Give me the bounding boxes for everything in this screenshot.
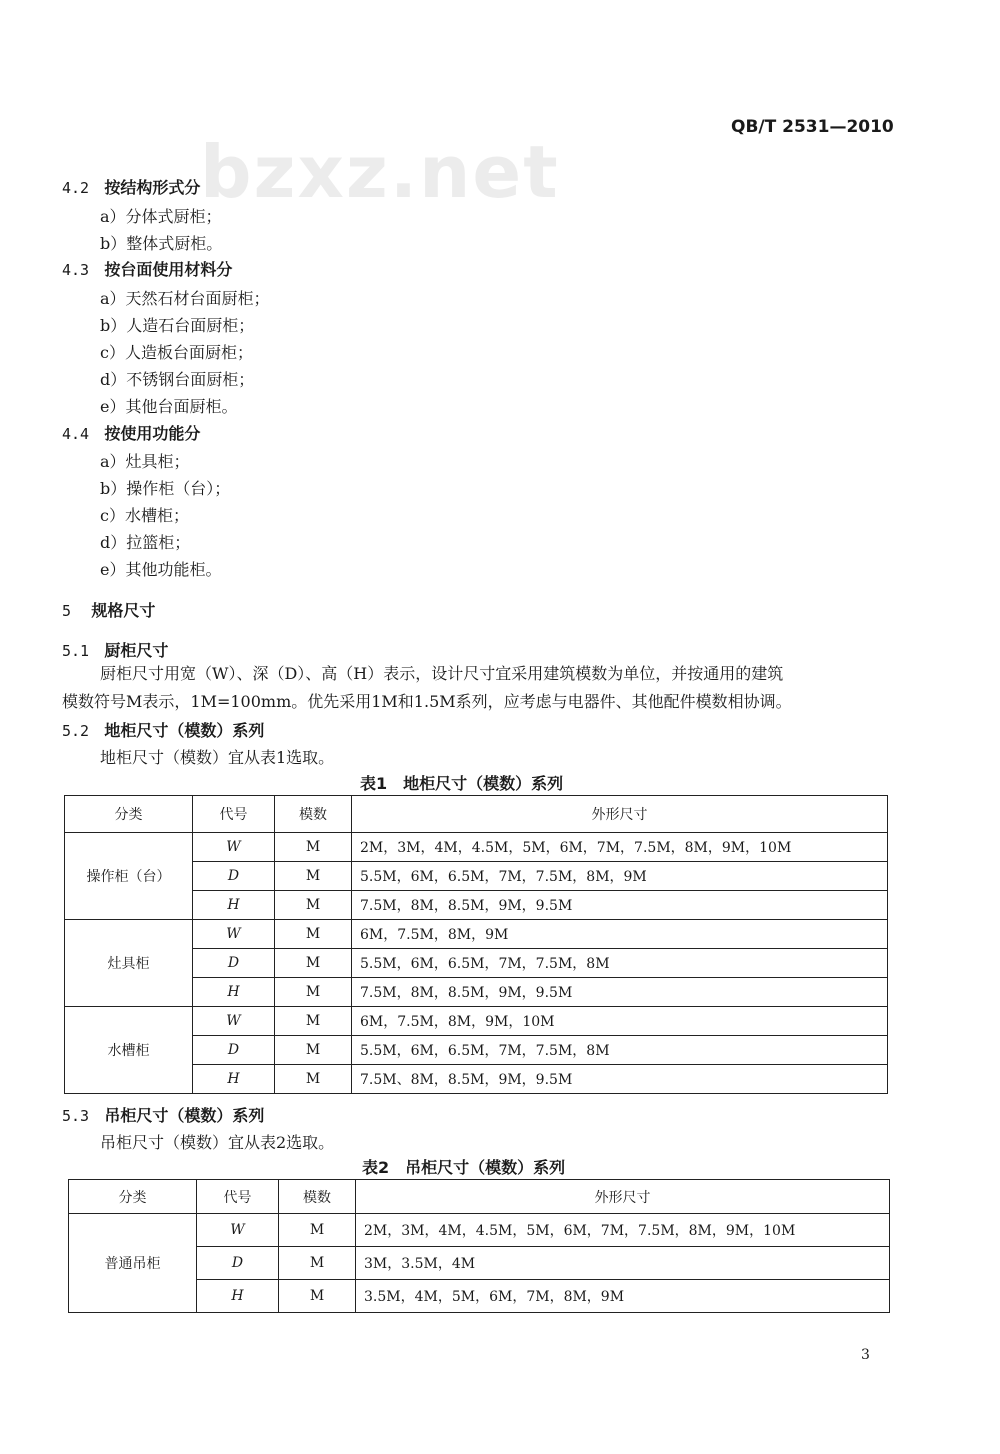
module-cell: M xyxy=(279,1247,356,1280)
category-cell: 水槽柜 xyxy=(65,1007,193,1094)
standard-code: QB/T 2531—2010 xyxy=(731,117,894,137)
sizes-cell: 6M，7.5M，8M，9M xyxy=(352,920,888,949)
category-cell: 灶具柜 xyxy=(65,920,193,1007)
code-cell: D xyxy=(193,862,275,891)
table-row xyxy=(65,1007,888,1036)
list-item: d）拉篮柜； xyxy=(100,533,191,552)
sizes-cell: 2M，3M，4M，4.5M，5M，6M，7M，7.5M，8M，9M，10M xyxy=(356,1214,890,1247)
section-4-4-heading xyxy=(62,421,200,444)
section-5-2-heading xyxy=(62,718,264,741)
sizes-cell: 2M，3M，4M，4.5M，5M，6M，7M，7.5M，8M，9M，10M xyxy=(352,833,888,862)
list-item: e）其他台面厨柜。 xyxy=(100,397,238,416)
table-row xyxy=(65,920,888,949)
module-cell: M xyxy=(275,1065,352,1094)
paragraph: 吊柜尺寸（模数）宜从表2选取。 xyxy=(100,1133,335,1152)
column-header: 分类 xyxy=(69,1180,197,1214)
paragraph: 地柜尺寸（模数）宜从表1选取。 xyxy=(100,748,335,767)
column-header: 模数 xyxy=(279,1180,356,1214)
section-number: 5.1 xyxy=(62,642,90,660)
module-cell: M xyxy=(275,949,352,978)
section-number: 4.3 xyxy=(62,261,90,279)
list-item: d）不锈钢台面厨柜； xyxy=(100,370,255,389)
column-header: 分类 xyxy=(65,796,193,833)
module-cell: M xyxy=(275,862,352,891)
code-cell: W xyxy=(193,833,275,862)
column-header: 外形尺寸 xyxy=(352,796,888,833)
code-cell: W xyxy=(193,920,275,949)
sizes-cell: 3M，3.5M，4M xyxy=(356,1247,890,1280)
sizes-cell: 7.5M、8M，8.5M，9M，9.5M xyxy=(352,1065,888,1094)
list-item: b）人造石台面厨柜； xyxy=(100,316,255,335)
section-4-3-heading xyxy=(62,257,232,280)
section-number: 5.2 xyxy=(62,722,90,740)
paragraph-line: 厨柜尺寸用宽（W）、深（D）、高（H）表示，设计尺寸宜采用建筑模数为单位，并按通用的建筑 xyxy=(100,664,784,683)
sizes-cell: 6M，7.5M，8M，9M，10M xyxy=(352,1007,888,1036)
section-title: 按结构形式分 xyxy=(104,178,201,197)
section-5-1-heading xyxy=(62,638,168,661)
code-cell: H xyxy=(197,1280,279,1313)
module-cell: M xyxy=(275,920,352,949)
code-cell: W xyxy=(197,1214,279,1247)
code-cell: D xyxy=(193,1036,275,1065)
table-header-row xyxy=(65,796,888,833)
list-item: e）其他功能柜。 xyxy=(100,560,222,579)
module-cell: M xyxy=(275,1036,352,1065)
module-cell: M xyxy=(275,891,352,920)
category-cell: 普通吊柜 xyxy=(69,1214,197,1313)
column-header: 外形尺寸 xyxy=(356,1180,890,1214)
list-item: b）整体式厨柜。 xyxy=(100,234,223,253)
section-5-heading xyxy=(62,598,155,621)
module-cell: M xyxy=(279,1214,356,1247)
section-number: 4.4 xyxy=(62,425,90,443)
sizes-cell: 5.5M，6M，6.5M，7M，7.5M，8M xyxy=(352,1036,888,1065)
paragraph-line: 模数符号M表示，1M=100mm。优先采用1M和1.5M系列，应考虑与电器件、其他配件模数相协调。 xyxy=(62,692,792,711)
sizes-cell: 5.5M，6M，6.5M，7M，7.5M，8M，9M xyxy=(352,862,888,891)
section-title: 按使用功能分 xyxy=(104,424,201,443)
section-title: 厨柜尺寸 xyxy=(104,641,169,660)
sizes-cell: 3.5M，4M，5M，6M，7M，8M，9M xyxy=(356,1280,890,1313)
table-row xyxy=(65,833,888,862)
section-number: 5 xyxy=(62,602,72,620)
column-header: 代号 xyxy=(193,796,275,833)
sizes-cell: 7.5M，8M，8.5M，9M，9.5M xyxy=(352,891,888,920)
code-cell: D xyxy=(193,949,275,978)
table-2 xyxy=(68,1179,890,1313)
list-item: b）操作柜（台）； xyxy=(100,479,231,498)
page-number: 3 xyxy=(861,1347,870,1363)
list-item: c）人造板台面厨柜； xyxy=(100,343,253,362)
column-header: 模数 xyxy=(275,796,352,833)
sizes-cell: 5.5M，6M，6.5M，7M，7.5M，8M xyxy=(352,949,888,978)
module-cell: M xyxy=(275,833,352,862)
code-cell: W xyxy=(193,1007,275,1036)
list-item: a）天然石材台面厨柜； xyxy=(100,289,270,308)
category-cell: 操作柜（台） xyxy=(65,833,193,920)
table-2-title: 表2 吊柜尺寸（模数）系列 xyxy=(362,1158,566,1177)
code-cell: H xyxy=(193,1065,275,1094)
code-cell: H xyxy=(193,978,275,1007)
section-title: 规格尺寸 xyxy=(91,601,156,620)
section-number: 4.2 xyxy=(62,179,90,197)
watermark: bzxz.net xyxy=(200,130,560,214)
table-row xyxy=(69,1214,890,1247)
code-cell: H xyxy=(193,891,275,920)
list-item: c）水槽柜； xyxy=(100,506,189,525)
code-cell: D xyxy=(197,1247,279,1280)
table-1 xyxy=(64,795,888,1094)
table-header-row xyxy=(69,1180,890,1214)
module-cell: M xyxy=(275,1007,352,1036)
list-item: a）灶具柜； xyxy=(100,452,190,471)
column-header: 代号 xyxy=(197,1180,279,1214)
section-5-3-heading xyxy=(62,1103,264,1126)
section-title: 地柜尺寸（模数）系列 xyxy=(104,721,265,740)
list-item: a）分体式厨柜； xyxy=(100,207,222,226)
section-title: 按台面使用材料分 xyxy=(104,260,233,279)
section-number: 5.3 xyxy=(62,1107,90,1125)
module-cell: M xyxy=(275,978,352,1007)
module-cell: M xyxy=(279,1280,356,1313)
table-1-title: 表1 地柜尺寸（模数）系列 xyxy=(360,774,564,793)
sizes-cell: 7.5M，8M，8.5M，9M，9.5M xyxy=(352,978,888,1007)
section-title: 吊柜尺寸（模数）系列 xyxy=(104,1106,265,1125)
section-4-2-heading xyxy=(62,175,200,198)
